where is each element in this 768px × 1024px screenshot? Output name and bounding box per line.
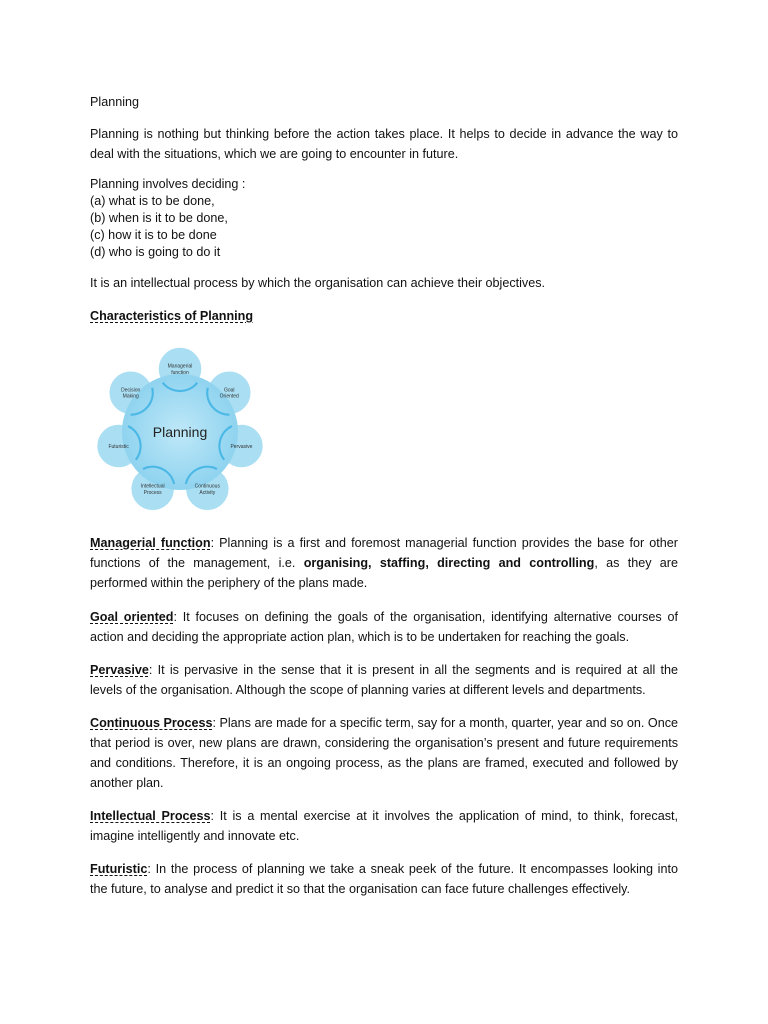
- term-continuous-process: Continuous Process: [90, 716, 213, 730]
- section-managerial-function: [90, 533, 678, 593]
- goal-text: : It focuses on defining the goals of the organisation, identifying alternative courses of action and deciding the appropriate action plan, which is to be undertaken for reaching the goals.: [90, 610, 678, 644]
- involves-item-c: (c) how it is to be done: [90, 228, 217, 242]
- diagram-petal-label: Goal Oriented: [219, 387, 239, 400]
- diagram-petal-label: Pervasive: [230, 443, 253, 450]
- continuous-text: : Plans are made for a specific term, say for a month, quarter, year and so on. Once that period is over, new plans are drawn, considering the organisation’s present and future requirements and conditions. Therefore, it is an ongoing process, as the plans are framed, executed and followed by another plan.: [90, 716, 678, 790]
- section-continuous-process: [90, 713, 678, 793]
- futuristic-text: : In the process of planning we take a sneak peek of the future. It encompasses looking into the future, to analyse and predict it so that the organisation can face future challenges effectively.: [90, 862, 678, 896]
- managerial-text-before: : Planning is a first and foremost managerial function provides the base for other functions of the management, i.e.: [90, 536, 679, 570]
- involves-heading: Planning involves deciding :: [90, 177, 246, 191]
- planning-diagram: [90, 346, 270, 514]
- term-futuristic: Futuristic: [90, 862, 148, 876]
- involves-item-d: (d) who is going to do it: [90, 245, 221, 259]
- involves-list: [90, 176, 678, 261]
- intro-block: [90, 92, 678, 326]
- involves-item-b: (b) when is it to be done,: [90, 211, 228, 225]
- intro-paragraph: Planning is nothing but thinking before the action takes place. It helps to decide in advance the way to deal with the situations, which we are going to encounter in future.: [90, 127, 678, 161]
- term-intellectual-process: Intellectual Process: [90, 809, 211, 823]
- diagram-petal-label: Continuous Activity: [194, 483, 220, 496]
- characteristics-heading: Characteristics of Planning: [90, 309, 254, 323]
- involves-item-a: (a) what is to be done,: [90, 194, 215, 208]
- diagram-petal-label: Intellectual Process: [140, 483, 165, 496]
- intellectual-text: : It is a mental exercise at it involves the application of mind, to think, forecast, imagine intelligently and innovate etc.: [90, 809, 678, 843]
- diagram-petal-label: Decision Making: [121, 387, 141, 400]
- diagram-center-label: Planning: [152, 424, 208, 440]
- term-pervasive: Pervasive: [90, 663, 149, 677]
- section-intellectual-process: [90, 806, 678, 846]
- term-managerial-function: Managerial function: [90, 536, 211, 550]
- section-futuristic: [90, 859, 678, 899]
- section-pervasive: [90, 660, 678, 700]
- pervasive-text: : It is pervasive in the sense that it is present in all the segments and is required at all the levels of the organisation. Although the scope of planning varies at different levels and departments.: [90, 663, 678, 697]
- planning-diagram-svg: [90, 346, 270, 514]
- diagram-petal-label: Futuristic: [108, 443, 129, 450]
- managerial-bold-text: organising, staffing, directing and controlling: [303, 556, 595, 570]
- intellectual-line: It is an intellectual process by which the organisation can achieve their objectives.: [90, 276, 546, 290]
- term-goal-oriented: Goal oriented: [90, 610, 174, 624]
- section-goal-oriented: [90, 607, 678, 647]
- managerial-text-after: , as they are performed within the periphery of the plans made.: [90, 556, 679, 590]
- diagram-petal-label: Managerial function: [167, 363, 193, 376]
- page-title: Planning: [90, 95, 140, 109]
